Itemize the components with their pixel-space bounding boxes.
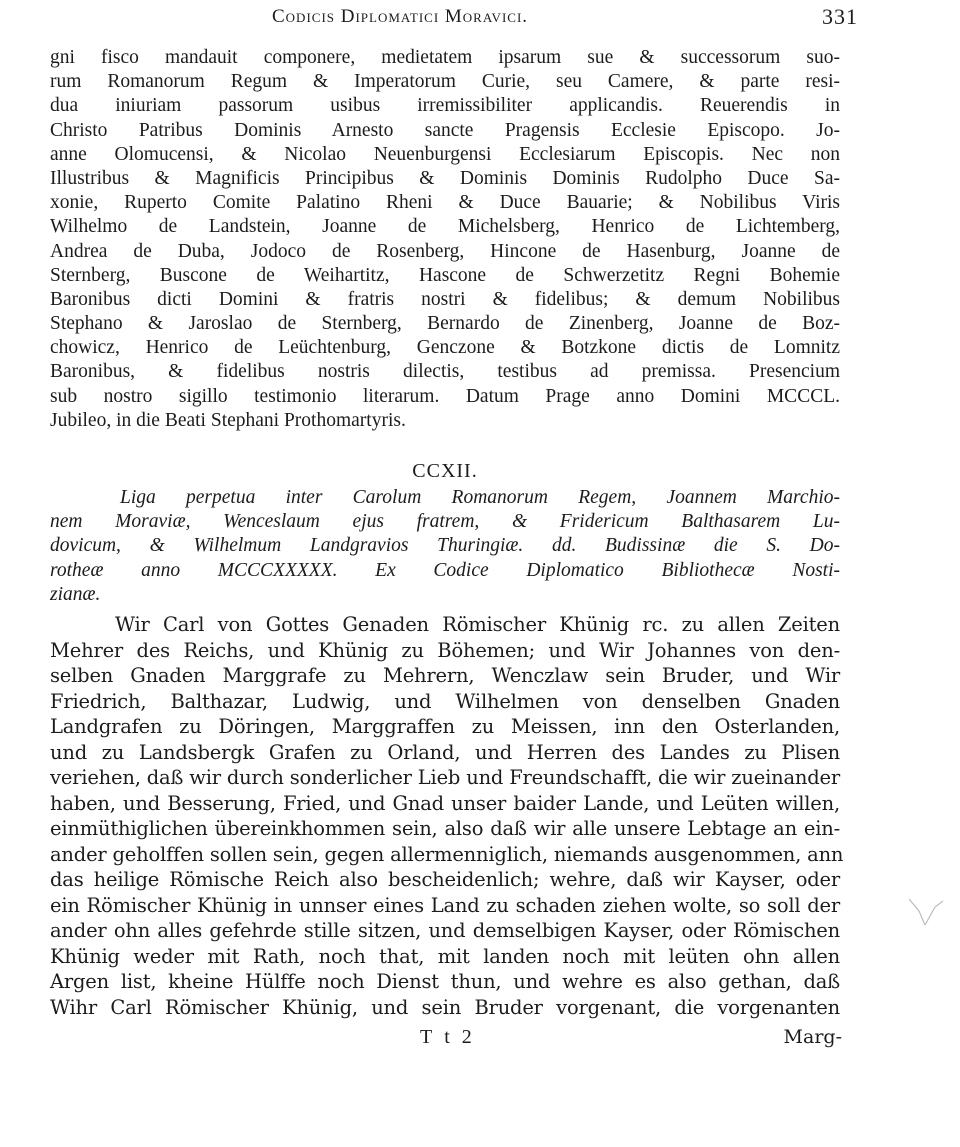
text-line: ander ohn alles gefehrde stille sitzen, und demselbigen Kayser, oder Römischen	[50, 919, 840, 942]
text-line: Wihr Carl Römischer Khünig, und sein Bruder vorgenant, die vorgenanten	[50, 995, 840, 1019]
text-line: haben, und Besserung, Fried, und Gnad unser baider Lande, und Leüten willen,	[50, 791, 840, 815]
text-line: Khünig weder mit Rath, noch that, mit landen noch mit leüten ohn allen	[50, 944, 840, 968]
running-title: Codicis Diplomatici Moravici.	[272, 6, 529, 27]
text-line: Christo Patribus Dominis Arnesto sancte Pragensis Ecclesie Episcopo. Jo-	[50, 119, 840, 141]
summary-line: nem Moraviæ, Wenceslaum ejus fratrem, & Fridericum Balthasarem Lu-	[50, 511, 840, 533]
text-line: Baronibus, & fidelibus nostris dilectis, testibus ad premissa. Presencium	[50, 361, 840, 383]
text-line: Baronibus dicti Domini & fratris nostri & fidelibus; & demum Nobilibus	[50, 288, 840, 310]
text-line: Friedrich, Balthazar, Ludwig, und Wilhelmen von denselben Gnaden	[50, 689, 840, 713]
text-line: Sternberg, Buscone de Weihartitz, Hascone de Schwerzetitz Regni Bohemie	[50, 264, 840, 286]
text-line: Wilhelmo de Landstein, Joanne de Michelsberg, Henrico de Lichtemberg,	[50, 216, 840, 238]
summary-line: Liga perpetua inter Carolum Romanorum Regem, Joannem Marchio-	[120, 487, 840, 508]
show-through-mark	[905, 895, 945, 935]
text-line: einmüthiglichen übereinkhommen sein, also daß wir alle unsere Lebtage an ein-	[50, 817, 840, 840]
text-line: Landgrafen zu Döringen, Marggraffen zu Meissen, inn den Osterlanden,	[50, 715, 840, 738]
text-line: Mehrer des Reichs, und Khünig zu Böhemen; und Wir Johannes von den-	[50, 638, 840, 662]
text-line: xonie, Ruperto Comite Palatino Rheni & Duce Bauarie; & Nobilibus Viris	[50, 192, 840, 214]
text-line: Wir Carl von Gottes Genaden Römischer Khünig rc. zu allen Zeiten	[115, 613, 840, 636]
summary-line: zianæ.	[50, 583, 101, 605]
document-number-heading: CCXII.	[412, 460, 478, 482]
text-line: Stephano & Jaroslao de Sternberg, Bernardo de Zinenberg, Joanne de Boz-	[50, 313, 840, 335]
text-line: ein Römischer Khünig in unnser eines Land zu schaden ziehen wolte, so soll der	[50, 893, 840, 917]
text-line: gni fisco mandauit componere, medietatem ipsarum sue & successorum suo-	[50, 47, 840, 68]
summary-line: dovicum, & Wilhelmum Landgravios Thuringiæ. dd. Budissinæ die S. Do-	[50, 535, 840, 557]
text-line: ander geholffen sollen sein, gegen allermenniglich, niemands ausgenommen, ann	[50, 842, 844, 866]
text-line: und zu Landsbergk Grafen zu Orland, und Herren des Landes zu Plisen	[50, 740, 840, 764]
text-line: Jubileo, in die Beati Stephani Prothomartyris.	[50, 409, 406, 431]
running-head	[272, 4, 872, 32]
catchword: Marg-	[783, 1026, 842, 1048]
signature-mark: Tt2	[420, 1026, 484, 1048]
text-line: rum Romanorum Regum & Imperatorum Curie, seu Camere, & parte resi-	[50, 71, 840, 93]
text-line: das heilige Römische Reich also bescheidenlich; wehre, daß wir Kayser, oder	[50, 868, 840, 891]
text-line: sub nostro sigillo testimonio literarum. Datum Prage anno Domini MCCCL.	[50, 385, 840, 407]
document-summary	[50, 486, 840, 607]
text-line: chowicz, Henrico de Leüchtenburg, Genczone & Botzkone dictis de Lomnitz	[50, 337, 840, 359]
german-text-block	[50, 612, 844, 1020]
text-line: dua iniuriam passorum usibus irremissibiliter applicandis. Reuerendis in	[50, 95, 840, 117]
text-line: anne Olomucensi, & Nicolao Neuenburgensi Ecclesiarum Episcopis. Nec non	[50, 143, 840, 165]
summary-line: rotheæ anno MCCCXXXXX. Ex Codice Diplomatico Bibliothecæ Nosti-	[50, 559, 840, 581]
text-line: Argen list, kheine Hülffe noch Dienst thun, und wehre es also gethan, daß	[50, 970, 840, 993]
text-line: Illustribus & Magnificis Principibus & Dominis Dominis Rudolpho Duce Sa-	[50, 167, 840, 189]
page-number: 331	[822, 4, 858, 29]
text-line: selben Gnaden Marggrafe zu Mehrern, Wenczlaw sein Bruder, und Wir	[50, 664, 840, 687]
text-line: veriehen, daß wir durch sonderlicher Lieb und Freundschafft, die wir zueinander	[50, 766, 840, 789]
latin-text-block	[50, 46, 840, 433]
text-line: Andrea de Duba, Jodoco de Rosenberg, Hincone de Hasenburg, Joanne de	[50, 240, 840, 262]
